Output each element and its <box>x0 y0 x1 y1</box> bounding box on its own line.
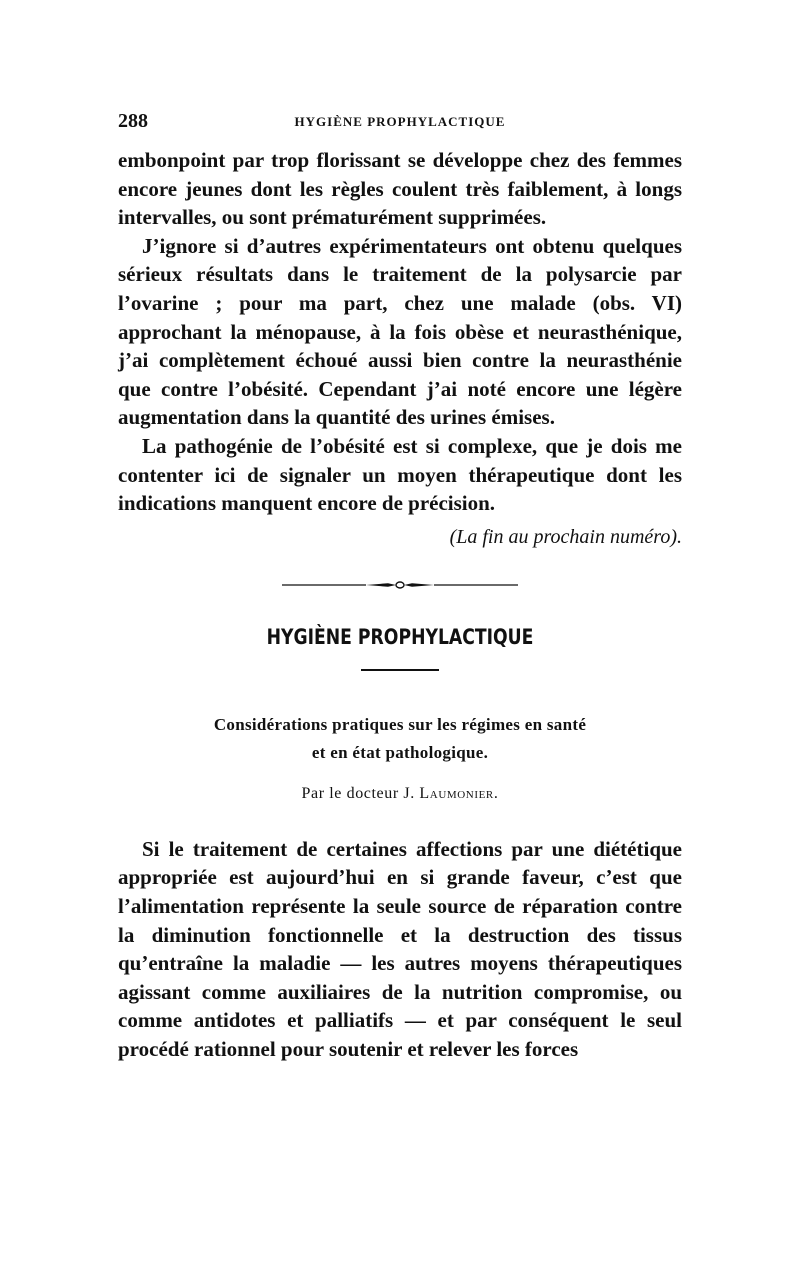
section-title: HYGIÈNE PROPHYLACTIQUE <box>266 624 534 649</box>
page-number: 288 <box>118 110 148 132</box>
byline-suffix: . <box>493 784 499 802</box>
byline-author: Laumonier <box>419 784 494 802</box>
continuation-note: (La fin au prochain numéro). <box>449 525 682 548</box>
paragraph-continued: embonpoint par trop florissant se développe chez des femmes encore jeunes dont les règles coulent très faiblement, à longs intervalles, ou sont prématurément supprimées. <box>118 148 682 230</box>
previous-article-text <box>118 146 682 549</box>
running-head <box>118 110 682 146</box>
paragraph: Si le traitement de certaines affections par une diététique appropriée est aujourd’hui en si grande faveur, c’est que l’alimentation représente la seule source de réparation contre la diminution fonctionnelle et la destruction des tissus qu’entraîne la maladie — les autres moyens thérapeutiques agissant comme auxiliaires de la nutrition compromise, ou comme antidotes et palliatifs — et par conséquent le seul procédé rationnel pour soutenir et relever les forces <box>118 836 682 1061</box>
book-page <box>118 110 682 1063</box>
byline <box>118 785 682 803</box>
paragraph: La pathogénie de l’obésité est si complexe, que je dois me contenter ici de signaler un moyen thérapeutique dont les indications manquent encore de précision. <box>118 433 682 516</box>
article-body <box>118 835 682 1064</box>
paragraph: J’ignore si d’autres expérimentateurs ont obtenu quelques sérieux résultats dans le traitement de la polysarcie par l’ovarine ; pour ma part, chez une malade (obs. VI) approchant la ménopause, à la fois obèse et neurasthénique, j’ai complètement échoué aussi bien contre la neurasthénie que contre l’obésité. Cependant j’ai noté encore une légère augmentation dans la quantité des urines émises. <box>118 233 682 430</box>
ornamental-divider-icon <box>282 579 518 591</box>
section-rule <box>361 669 439 671</box>
article-title <box>118 711 682 767</box>
article-title-line: Considérations pratiques sur les régimes en santé <box>213 714 587 734</box>
running-title: HYGIÈNE PROPHYLACTIQUE <box>294 114 506 129</box>
article-title-line: et en état pathologique. <box>311 742 489 762</box>
byline-prefix: Par le docteur J. <box>301 784 420 802</box>
